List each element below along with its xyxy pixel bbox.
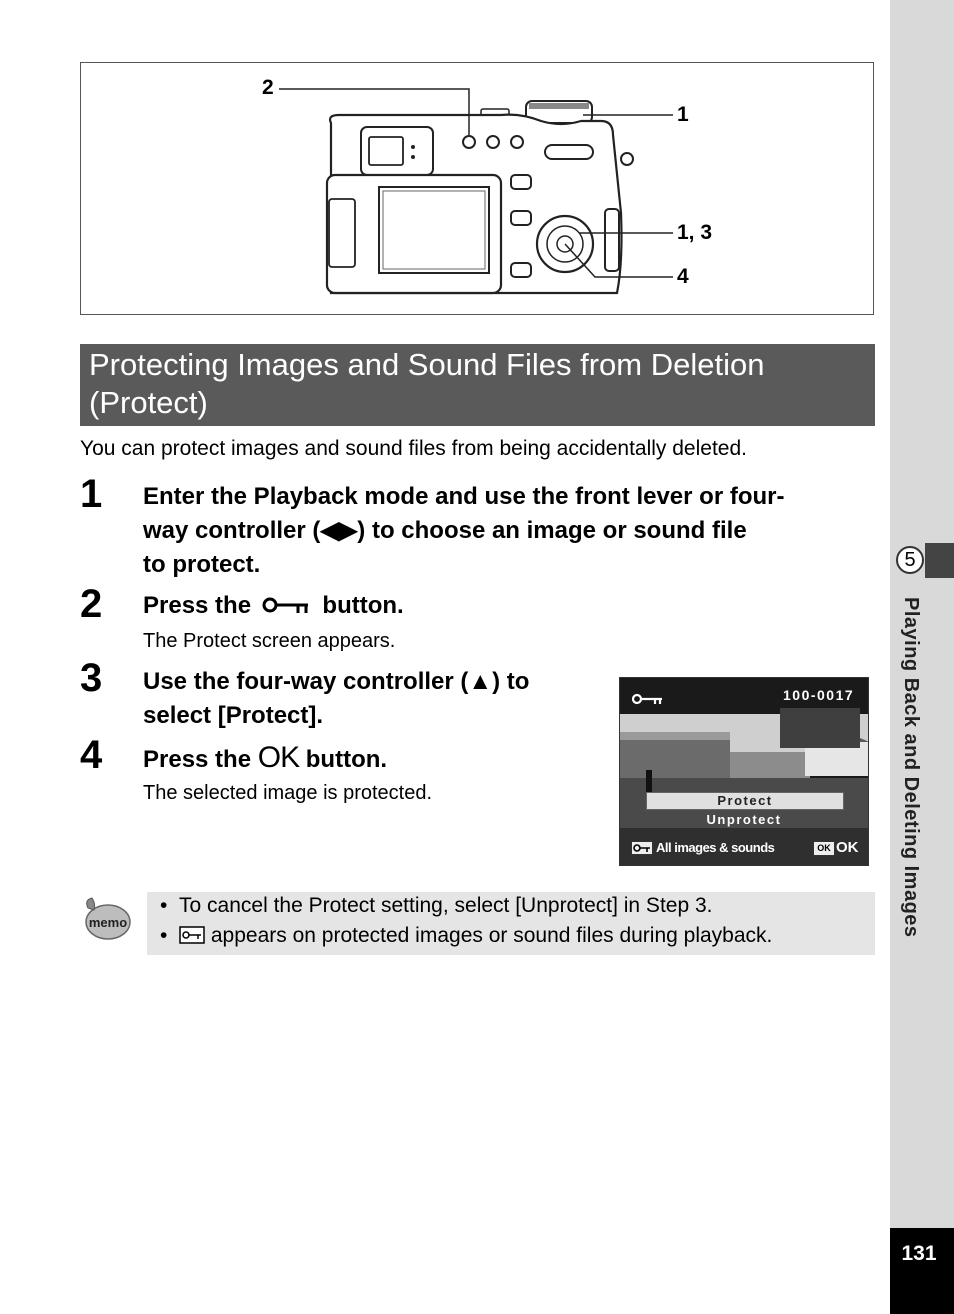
step-1-number: 1 — [80, 472, 103, 516]
ok-button-glyph: OK — [257, 741, 300, 774]
bullet: • — [160, 924, 168, 947]
callout-1: 1 — [677, 103, 689, 126]
protect-key-icon — [262, 595, 312, 615]
chapter-title: Playing Back and Deleting Images — [900, 597, 922, 938]
step-4-note: The selected image is protected. — [143, 782, 433, 804]
memo-icon-label: memo — [88, 915, 128, 930]
step-2-text — [143, 589, 404, 623]
step-4-text — [143, 741, 387, 777]
memo-text-2: appears on protected images or sound files during playback. — [210, 924, 773, 947]
step-2-after: button. — [315, 592, 404, 619]
memo-bullet-1 — [160, 894, 712, 918]
file-number: 100-0017 — [783, 687, 855, 703]
step-3-text — [143, 665, 529, 733]
callout-1-3: 1, 3 — [677, 221, 713, 244]
step-2-number: 2 — [80, 582, 103, 626]
protect-key-badge-icon — [179, 926, 205, 944]
chapter-number: 5 — [896, 546, 924, 574]
callout-2: 2 — [262, 76, 274, 99]
ok-badge: OK — [813, 841, 835, 856]
page-number: 131 — [901, 1242, 937, 1265]
protect-key-icon — [632, 692, 664, 706]
step-2-note: The Protect screen appears. — [143, 630, 396, 652]
step-1-text — [143, 480, 784, 582]
step-3-line-1: Use the four-way controller (▲) to — [143, 668, 530, 695]
memo-icon — [80, 894, 132, 944]
step-1-line-1: Enter the Playback mode and use the front lever or four- — [143, 483, 785, 510]
step-3-number: 3 — [80, 656, 103, 700]
protect-screen-image — [619, 677, 869, 866]
page-number-box — [890, 1228, 954, 1314]
intro-text: You can protect images and sound files from being accidentally deleted. — [80, 437, 747, 460]
camera-back-illustration — [81, 63, 875, 316]
callout-4: 4 — [677, 265, 689, 288]
step-2-before: Press the — [143, 592, 258, 619]
menu-protect[interactable]: Protect — [646, 792, 844, 810]
step-3-line-2: select [Protect]. — [143, 702, 324, 729]
menu-unprotect[interactable]: Unprotect — [706, 812, 782, 827]
step-1-line-3: to protect. — [143, 551, 261, 578]
step-4-number: 4 — [80, 733, 103, 777]
bullet: • — [160, 894, 168, 917]
protect-key-badge-icon — [631, 841, 653, 855]
section-title: Protecting Images and Sound Files from Deletion (Protect) — [80, 344, 875, 426]
ok-label: OK — [836, 839, 859, 856]
memo-text-1: To cancel the Protect setting, select [Unprotect] in Step 3. — [179, 894, 713, 917]
step-4-after: button. — [299, 746, 388, 773]
step-1-line-2: way controller (◀▶) to choose an image or sound file — [143, 517, 747, 544]
camera-diagram — [80, 62, 874, 315]
all-images-sounds-label: All images & sounds — [656, 840, 775, 855]
memo-bullet-2 — [160, 924, 772, 948]
chapter-tab — [925, 543, 954, 578]
scene-photo — [620, 678, 869, 866]
step-4-before: Press the — [143, 746, 258, 773]
